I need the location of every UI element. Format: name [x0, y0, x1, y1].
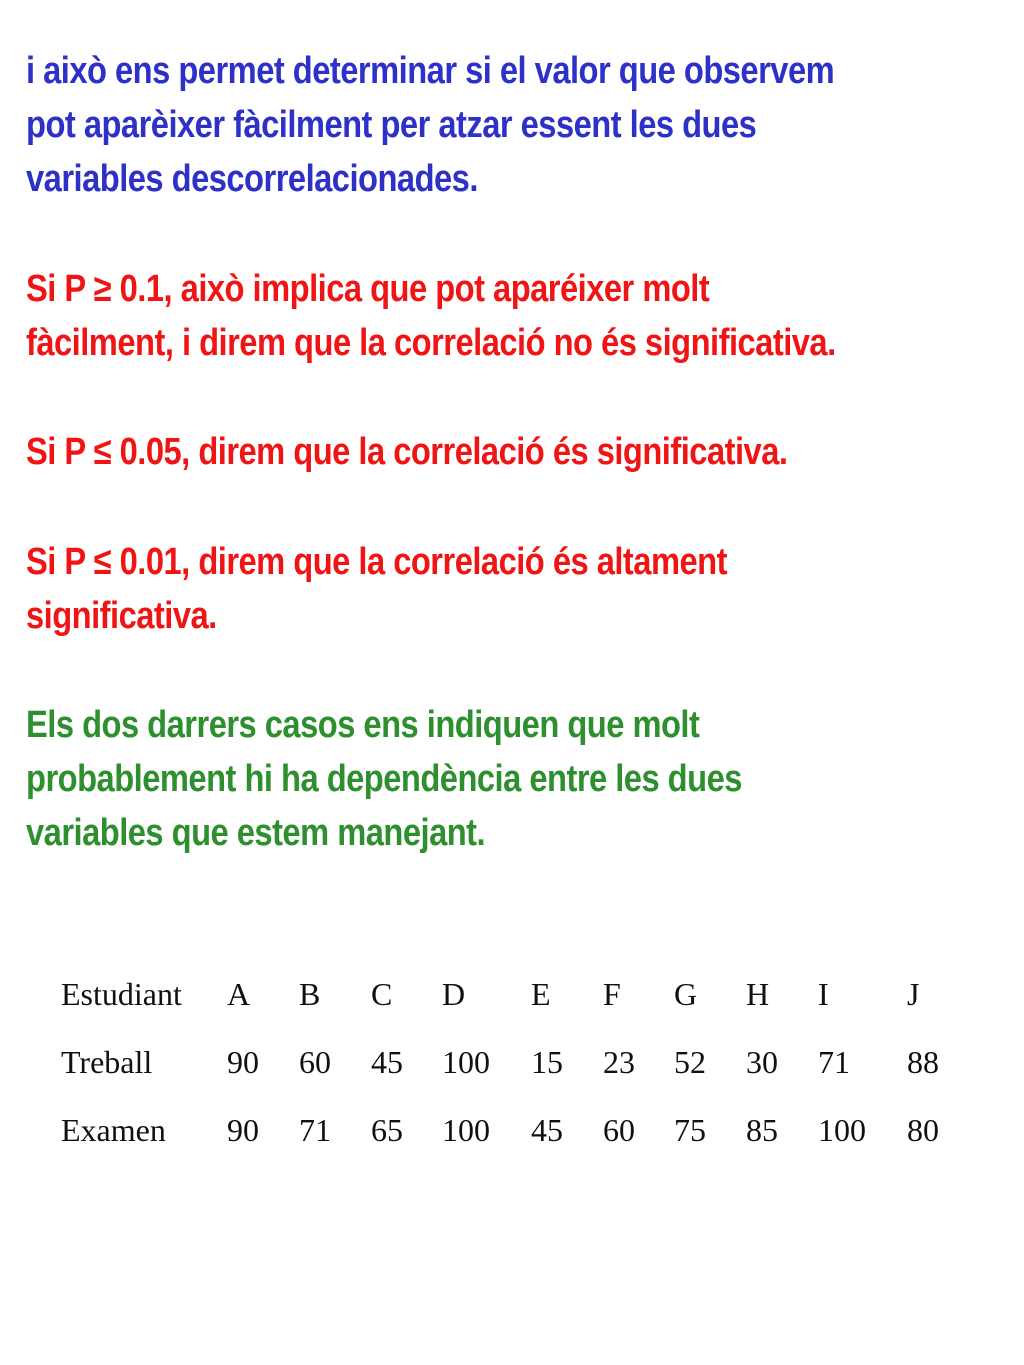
student-label: B [299, 975, 321, 1012]
score-cell: 52 [674, 1043, 706, 1080]
intro-paragraph [26, 44, 834, 206]
rule-line: fàcilment, i direm que la correlació no és significativa. [26, 322, 836, 364]
score-cell: 75 [674, 1111, 706, 1148]
conclusion-paragraph [26, 698, 742, 860]
table-header-row [61, 960, 967, 1028]
rule-p-ge-0-1 [26, 262, 836, 370]
rule-line: Si P ≤ 0.01, direm que la correlació és altament [26, 541, 727, 583]
score-cell: 45 [371, 1043, 403, 1080]
score-cell: 90 [227, 1043, 259, 1080]
rule-line: significativa. [26, 595, 217, 637]
intro-line: i això ens permet determinar si el valor que observem [26, 50, 835, 92]
score-cell: 100 [442, 1043, 490, 1080]
student-label: G [674, 975, 698, 1012]
row-label: Estudiant [61, 975, 182, 1012]
student-label: H [746, 975, 770, 1012]
student-scores-table [61, 960, 967, 1164]
conclusion-line: Els dos darrers casos ens indiquen que molt [26, 704, 700, 746]
table-row [61, 1028, 967, 1096]
score-cell: 88 [907, 1043, 939, 1080]
score-cell: 45 [531, 1111, 563, 1148]
rule-p-le-0-01 [26, 535, 727, 643]
student-label: E [531, 975, 551, 1012]
student-label: I [818, 975, 829, 1012]
student-label: A [227, 975, 251, 1012]
intro-line: variables descorrelacionades. [26, 158, 478, 200]
student-label: F [603, 975, 621, 1012]
score-cell: 80 [907, 1111, 939, 1148]
rule-p-le-0-05 [26, 425, 787, 479]
table-row [61, 1096, 967, 1164]
rule-line: Si P ≥ 0.1, això implica que pot aparéixer molt [26, 268, 710, 310]
student-label: J [907, 975, 920, 1012]
conclusion-line: probablement hi ha dependència entre les dues [26, 758, 742, 800]
rule-line: Si P ≤ 0.05, direm que la correlació és significativa. [26, 431, 788, 473]
score-cell: 71 [818, 1043, 850, 1080]
row-label: Examen [61, 1111, 166, 1148]
score-cell: 90 [227, 1111, 259, 1148]
score-cell: 23 [603, 1043, 635, 1080]
score-cell: 100 [442, 1111, 490, 1148]
row-label: Treball [61, 1043, 153, 1080]
student-label: D [442, 975, 466, 1012]
score-cell: 71 [299, 1111, 331, 1148]
score-cell: 15 [531, 1043, 563, 1080]
score-cell: 65 [371, 1111, 403, 1148]
score-cell: 100 [818, 1111, 866, 1148]
score-cell: 30 [746, 1043, 778, 1080]
intro-line: pot aparèixer fàcilment per atzar essent les dues [26, 104, 757, 146]
score-cell: 60 [299, 1043, 331, 1080]
score-cell: 85 [746, 1111, 778, 1148]
student-label: C [371, 975, 393, 1012]
score-cell: 60 [603, 1111, 635, 1148]
conclusion-line: variables que estem manejant. [26, 812, 486, 854]
